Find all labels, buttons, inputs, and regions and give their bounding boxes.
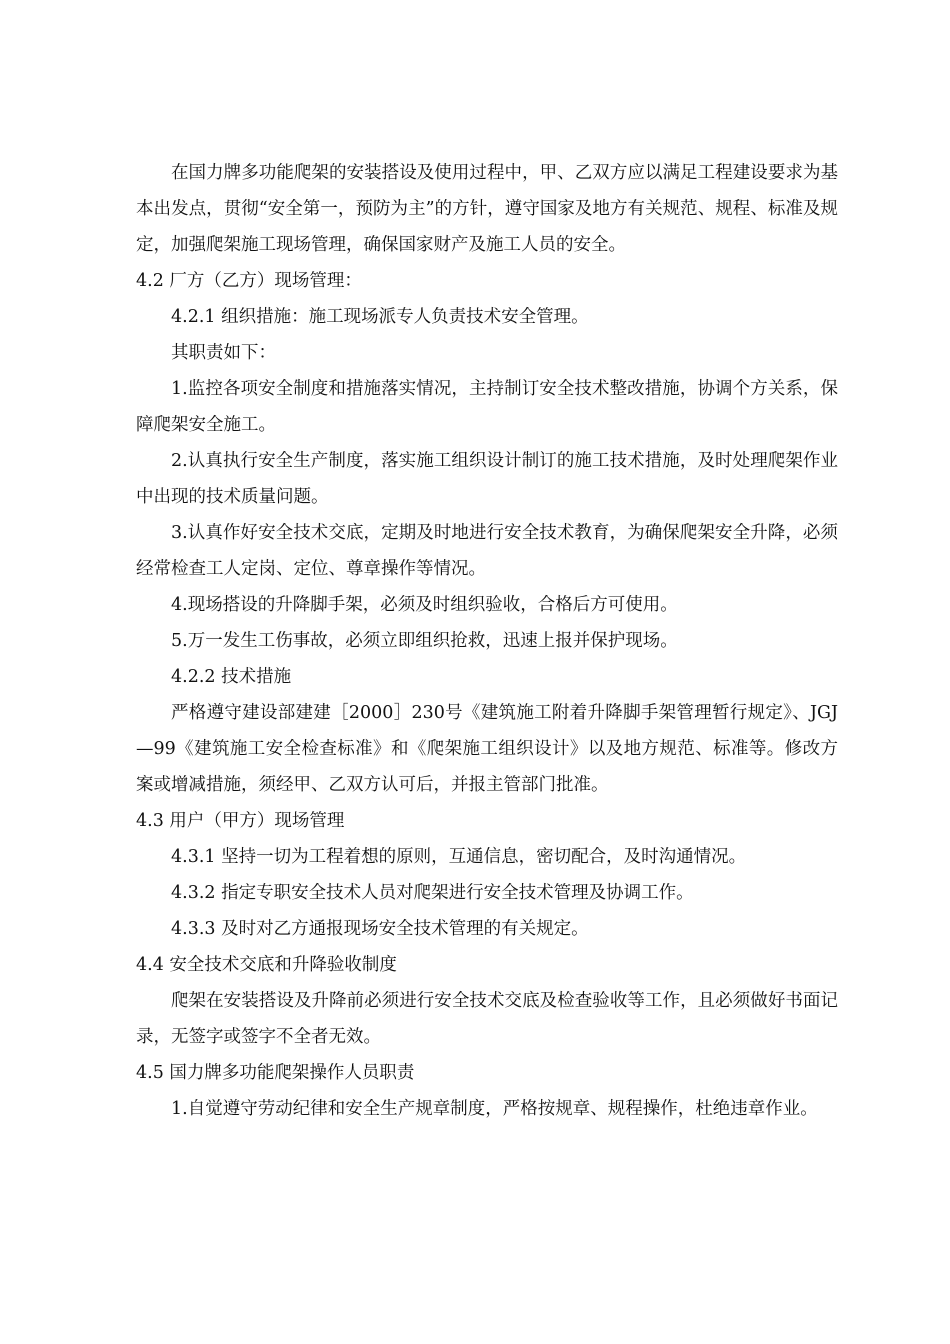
section-heading-4-3: 4.3 用户（甲方）现场管理	[136, 811, 345, 831]
subsection-4-3-1: 4.3.1 坚持一切为工程着想的原则，互通信息，密切配合，及时沟通情况。	[171, 847, 747, 867]
section-heading-4-5: 4.5 国力牌多功能爬架操作人员职责	[136, 1063, 415, 1083]
duties-intro: 其职责如下：	[171, 343, 276, 363]
duty-item-2: 2.认真执行安全生产制度，落实施工组织设计制订的施工技术措施，及时处理爬架作业中出现的技术质量问题。	[136, 451, 838, 507]
subsection-4-3-2: 4.3.2 指定专职安全技术人员对爬架进行安全技术管理及协调工作。	[171, 883, 694, 903]
intro-paragraph: 在国力牌多功能爬架的安装搭设及使用过程中，甲、乙双方应以满足工程建设要求为基本出发点，贯彻“安全第一，预防为主”的方针，遵守国家及地方有关规范、规程、标准及规定，加强爬架施工现场管理，确保国家财产及施工人员的安全。	[136, 163, 838, 255]
duty-item-5: 5.万一发生工伤事故，必须立即组织抢救，迅速上报并保护现场。	[171, 631, 678, 651]
safety-briefing-paragraph: 爬架在安装搭设及升降前必须进行安全技术交底及检查验收等工作，且必须做好书面记录，无签字或签字不全者无效。	[136, 991, 838, 1047]
operator-duty-item-1: 1.自觉遵守劳动纪律和安全生产规章制度，严格按规章、规程操作，杜绝违章作业。	[171, 1099, 818, 1119]
subsection-4-2-2: 4.2.2 技术措施	[171, 667, 292, 687]
subsection-4-2-1: 4.2.1 组织措施：施工现场派专人负责技术安全管理。	[171, 307, 589, 327]
duty-item-3: 3.认真作好安全技术交底，定期及时地进行安全技术教育，为确保爬架安全升降，必须经常检查工人定岗、定位、尊章操作等情况。	[136, 523, 838, 579]
document-body	[136, 155, 838, 1127]
duty-item-4: 4.现场搭设的升降脚手架，必须及时组织验收，合格后方可使用。	[171, 595, 678, 615]
section-heading-4-4: 4.4 安全技术交底和升降验收制度	[136, 955, 397, 975]
duty-item-1: 1.监控各项安全制度和措施落实情况，主持制订安全技术整改措施，协调个方关系，保障爬架安全施工。	[136, 379, 838, 435]
section-heading-4-2: 4.2 厂方（乙方）现场管理：	[136, 271, 362, 291]
technical-measures-paragraph: 严格遵守建设部建建［2000］230号《建筑施工附着升降脚手架管理暂行规定》、JGJ—99《建筑施工安全检查标准》和《爬架施工组织设计》以及地方规范、标准等。修改方案或增减措施，须经甲、乙双方认可后，并报主管部门批准。	[136, 703, 838, 795]
subsection-4-3-3: 4.3.3 及时对乙方通报现场安全技术管理的有关规定。	[171, 919, 589, 939]
